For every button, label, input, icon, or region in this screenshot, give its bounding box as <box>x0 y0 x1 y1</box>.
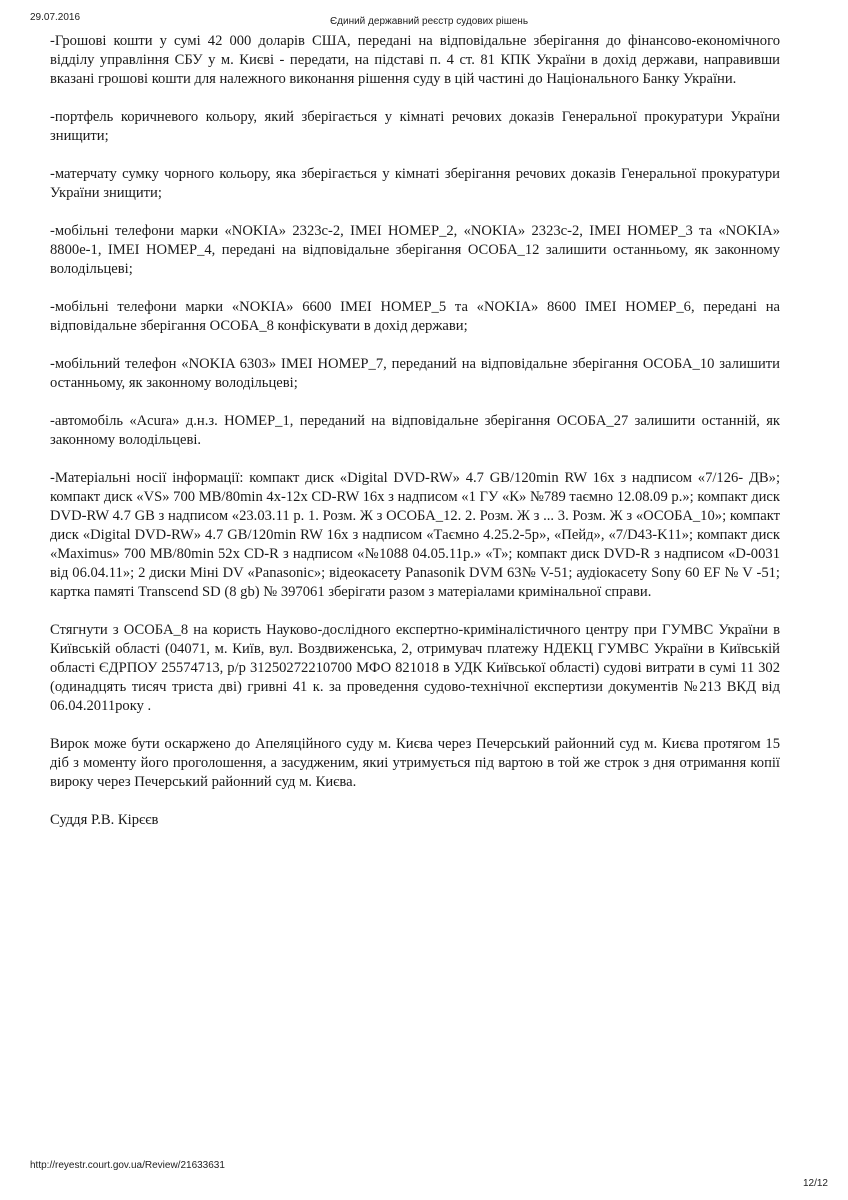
registry-title: Єдиний державний реєстр судових рішень <box>329 16 529 27</box>
paragraph-costs: Стягнути з ОСОБА_8 на користь Науково-дослідного експертно-криміналістичного центру при ГУМВС України в Київській області (04071, м. Київ, вул. Воздвиженська, 2, отримувач платежу НДЕКЦ ГУМВС України в Київській області ЄДРПОУ 25574713, р/р 31250272210700 МФО 821018 в УДК Київської області) судові витрати в сумі 11 302 (одинадцять тисяч триста дві) гривні 41 к. за проведення судово-технічної експертизи документів №213 ВКД від 06.04.2011року . <box>50 622 780 714</box>
source-url[interactable]: http://reyestr.court.gov.ua/Review/21633631 <box>30 1160 225 1171</box>
print-date: 29.07.2016 <box>30 12 81 23</box>
page-number: 12/12 <box>802 1178 828 1189</box>
paragraph-appeal: Вирок може бути оскаржено до Апеляційного суду м. Києва через Печерський районний суд м. Києва протягом 15 діб з моменту його проголошення, а засудженим, якиі утримується під вартою в той же строк з дня отримання копії вироку через Печерський районний суд м. Києва. <box>50 736 780 790</box>
judge-signature: Суддя Р.В. Кірєєв <box>50 812 159 828</box>
document-body <box>50 32 780 830</box>
paragraph-phones-osoba12: -мобільні телефони марки «NOKIA» 2323с-2, IMEI НОМЕР_2, «NOKIA» 2323с-2, IMEI НОМЕР_3 та «NOKIA» 8800е-1, IMEI НОМЕР_4, передані на відповідальне зберігання ОСОБА_12 залишити останньому, як законному володільцеві; <box>50 223 780 277</box>
paragraph-bag: -матерчату сумку чорного кольору, яка зберігається у кімнаті зберігання речових доказів Генеральної прокуратури України знищити; <box>50 166 780 201</box>
paragraph-briefcase: -портфель коричневого кольору, який зберігається у кімнаті речових доказів Генеральної прокуратури України знищити; <box>50 109 780 144</box>
paragraph-phone-osoba10: -мобільний телефон «NOKIA 6303» IMEI НОМЕР_7, переданий на відповідальне зберігання ОСОБА_10 залишити останньому, як законному володільцеві; <box>50 356 780 391</box>
paragraph-cash: -Грошові кошти у сумі 42 000 доларів США, передані на відповідальне зберігання до фінансово-економічного відділу управління СБУ у м. Києві - передати, на підставі п. 4 ст. 81 КПК України в дохід держави, направивши вказані грошові кошти для належного виконання рішення суду в цій частині до Національного Банку України. <box>50 33 780 87</box>
paragraph-media: -Матеріальні носії інформації: компакт диск «Digital DVD-RW» 4.7 GB/120min RW 16х з надписом «7/126- ДВ»; компакт диск «VS» 700 MB/80min 4х-12х CD-RW 16х з надписом «1 ГУ «К» №789 таємно 12.08.09 р.»; компакт диск DVD-RW 4.7 GB з надписом «23.03.11 р. 1. Розм. Ж з ОСОБА_12. 2. Розм. Ж з ... 3. Розм. Ж з «ОСОБА_10»; компакт диск «Digital DVD-RW» 4.7 GB/120min RW 16х з надписом «Таємно 4.25.2-5р», «Пейд», «7/D43-K11»; компакт диск «Maximus» 700 MB/80min 52х CD-R з надписом «№1088 04.05.11р.» «Т»; компакт диск DVD-R з надписом «D-0031 від 06.04.11»; 2 диски Міні DV «Panasonic»; відеокасету Panasonik DVM 63№ V-51; аудіокасету Sony 60 EF № V -51; картка памяті Transcend SD (8 gb) № 397061 зберігати разом з матеріалами кримінальної справи. <box>50 470 780 600</box>
paragraph-car: -автомобіль «Acura» д.н.з. НОМЕР_1, переданий на відповідальне зберігання ОСОБА_27 залишити останній, як законному володільцеві. <box>50 413 780 448</box>
paragraph-phones-osoba8: -мобільні телефони марки «NOKIA» 6600 IMEI НОМЕР_5 та «NOKIA» 8600 IMEI НОМЕР_6, передані на відповідальне зберігання ОСОБА_8 конфіскувати в дохід держави; <box>50 299 780 334</box>
